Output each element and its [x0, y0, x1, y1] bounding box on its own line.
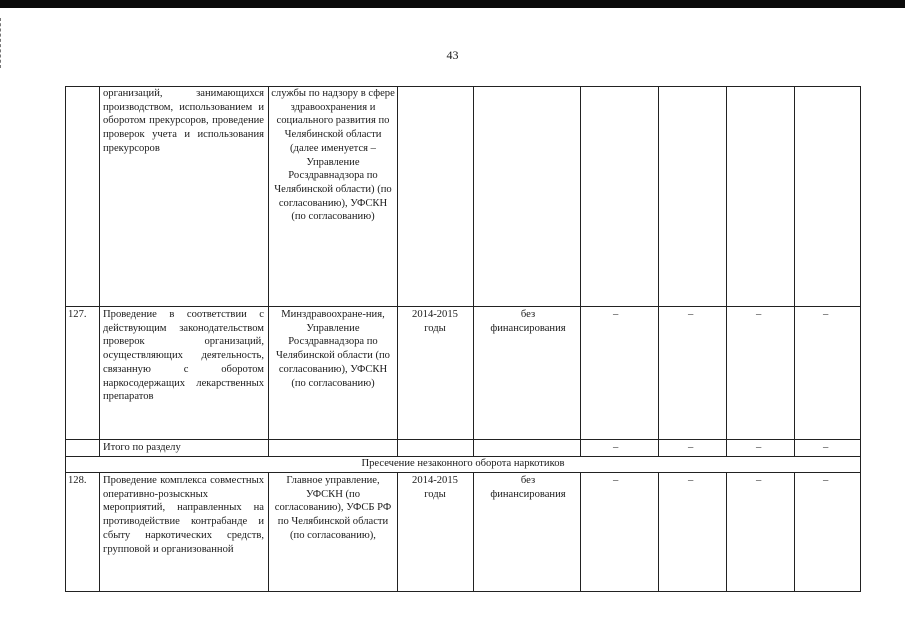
- measures-table: [65, 86, 861, 592]
- cont-activity: организаций, занимающихся производством, использованием и оборотом прекурсоров, проведение проверок учета и использования прекурсоров: [103, 88, 264, 154]
- section-title: Пресечение незаконного оборота наркотиков: [361, 458, 565, 469]
- cont-executors: службы по надзору в сфере здравоохранения и социального развития по Челябинской области (далее именуется – Управление Росздравнадзора по Челябинской области) (по согласованию), УФСКН (по согласованию): [271, 88, 395, 223]
- row-128-value-3: –: [756, 475, 762, 486]
- row-127-value-4: –: [823, 309, 829, 320]
- row-127-executors: Минздравоохране-ния, Управление Росздравнадзора по Челябинской области (по согласованию), УФСКН (по согласованию): [276, 309, 390, 389]
- row-128-executors: Главное управление, УФСКН (по согласованию), УФСБ РФ по Челябинской области (по согласованию),: [274, 475, 392, 541]
- row-128-activity: Проведение комплекса совместных оперативно-розыскных мероприятий, направленных на противодействие контрабанде и сбыту наркотических средств, групповой и организованной: [103, 475, 264, 555]
- page-number: 43: [446, 48, 459, 62]
- total-value-2: –: [688, 442, 694, 453]
- row-128-number: 128.: [68, 475, 87, 486]
- row-127-period: 2014-2015 годы: [412, 309, 458, 334]
- row-127-value-1: –: [613, 309, 619, 320]
- row-127-financing: без финансирования: [490, 309, 566, 334]
- top-scan-border: [0, 0, 905, 8]
- row-128-value-1: –: [613, 475, 619, 486]
- row-127-value-2: –: [688, 309, 694, 320]
- row-128-financing: без финансирования: [490, 475, 566, 500]
- row-127-number: 127.: [68, 309, 87, 320]
- row-128-value-2: –: [688, 475, 694, 486]
- total-value-3: –: [756, 442, 762, 453]
- total-value-1: –: [613, 442, 619, 453]
- row-128-value-4: –: [823, 475, 829, 486]
- row-127-value-3: –: [756, 309, 762, 320]
- row-128-period: 2014-2015 годы: [412, 475, 458, 500]
- total-value-4: –: [823, 442, 829, 453]
- row-127-activity: Проведение в соответствии с действующим законодательством проверок организаций, осуществляющих деятельность, связанную с оборотом наркосодержащих лекарственных препаратов: [103, 309, 264, 403]
- total-label: Итого по разделу: [103, 442, 181, 453]
